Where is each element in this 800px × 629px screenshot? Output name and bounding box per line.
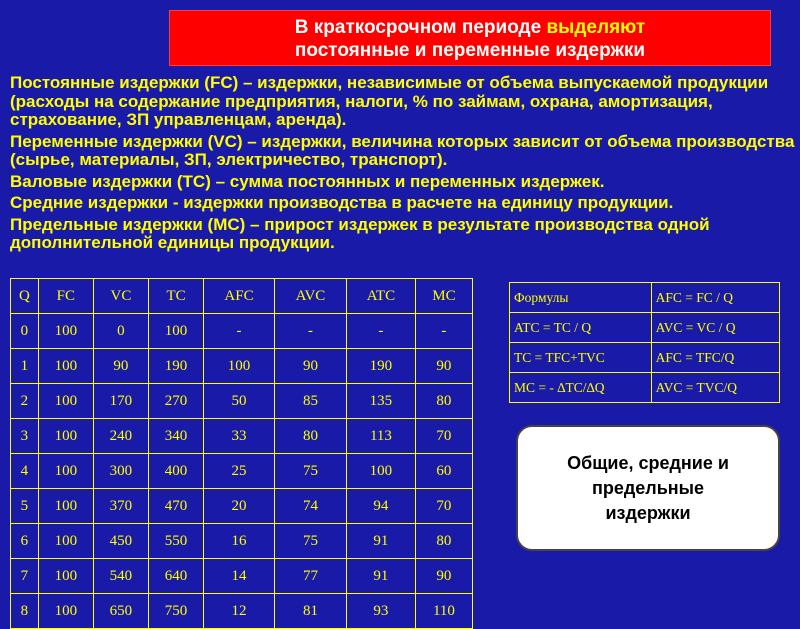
table-row: [11, 419, 473, 454]
table-cell: 77: [274, 559, 346, 594]
formula-cell: AVC = VC / Q: [651, 313, 779, 343]
table-cell: 6: [11, 524, 39, 559]
formula-row: [510, 343, 780, 373]
table-row: [11, 314, 473, 349]
header-atc: ATC: [347, 279, 416, 314]
formula-cell: TC = TFC+TVC: [510, 343, 652, 373]
formula-row: [510, 313, 780, 343]
table-cell: 8: [11, 594, 39, 629]
table-cell: 300: [93, 454, 148, 489]
table-cell: 100: [204, 349, 275, 384]
table-cell: 270: [148, 384, 203, 419]
table-cell: 60: [415, 454, 472, 489]
table-cell: 80: [415, 524, 472, 559]
formula-cell: AVC = TVC/Q: [651, 373, 779, 403]
definition-variable-costs: Переменные издержки (VC) – издержки, величина которых зависит от объема производства (сырье, материалы, ЗП, электричество, транспорт).: [10, 131, 795, 169]
formula-row: [510, 373, 780, 403]
table-cell: 20: [204, 489, 275, 524]
table-cell: 100: [148, 314, 203, 349]
table-cell: 90: [274, 349, 346, 384]
table-cell: 16: [204, 524, 275, 559]
table-row: [11, 349, 473, 384]
table-cell: 100: [38, 419, 93, 454]
title-banner: [169, 10, 771, 66]
table-cell: 100: [347, 454, 416, 489]
table-cell: 135: [347, 384, 416, 419]
formula-table: [509, 282, 780, 403]
table-cell: 90: [93, 349, 148, 384]
table-cell: -: [415, 314, 472, 349]
summary-box: [516, 425, 780, 551]
formula-cell: AFC = TFC/Q: [651, 343, 779, 373]
table-cell: 90: [415, 559, 472, 594]
table-cell: 50: [204, 384, 275, 419]
table-cell: -: [204, 314, 275, 349]
table-cell: -: [347, 314, 416, 349]
formula-row: [510, 283, 780, 313]
table-cell: 2: [11, 384, 39, 419]
table-row: [11, 384, 473, 419]
cost-table: [10, 278, 473, 629]
table-cell: 0: [11, 314, 39, 349]
table-cell: 3: [11, 419, 39, 454]
table-cell: 75: [274, 524, 346, 559]
table-cell: 0: [93, 314, 148, 349]
table-cell: 91: [347, 524, 416, 559]
table-cell: 100: [38, 314, 93, 349]
table-cell: 113: [347, 419, 416, 454]
table-row: [11, 594, 473, 629]
table-cell: 70: [415, 419, 472, 454]
header-avc: AVC: [274, 279, 346, 314]
table-cell: 80: [415, 384, 472, 419]
table-cell: 4: [11, 454, 39, 489]
table-cell: 14: [204, 559, 275, 594]
table-cell: 370: [93, 489, 148, 524]
table-cell: 25: [204, 454, 275, 489]
definition-average-costs: Средние издержки - издержки производства в расчете на единицу продукции.: [10, 193, 674, 212]
formula-cell: MC = - ∆TC/∆Q: [510, 373, 652, 403]
table-cell: 650: [93, 594, 148, 629]
definition-fixed-costs: Постоянные издержки (FC) – издержки, независимые от объема выпускаемой продукции (расходы на содержание предприятия, налоги, % по займам, охрана, амортизация, страхование, ЗП управленцам, аренда).: [10, 73, 769, 129]
table-row: [11, 559, 473, 594]
table-cell: 91: [347, 559, 416, 594]
table-cell: 70: [415, 489, 472, 524]
table-cell: 640: [148, 559, 203, 594]
table-cell: 81: [274, 594, 346, 629]
header-q: Q: [11, 279, 39, 314]
table-cell: 33: [204, 419, 275, 454]
table-cell: 240: [93, 419, 148, 454]
formula-cell: Формулы: [510, 283, 652, 313]
definition-total-costs: Валовые издержки (ТС) – сумма постоянных и переменных издержек.: [10, 171, 605, 191]
table-cell: 470: [148, 489, 203, 524]
table-cell: 75: [274, 454, 346, 489]
table-cell: 540: [93, 559, 148, 594]
table-cell: 1: [11, 349, 39, 384]
formula-cell: AFC = FC / Q: [651, 283, 779, 313]
definition-marginal-costs: Предельные издержки (МС) – прирост издержек в результате производства одной дополнительной единицы продукции.: [10, 214, 710, 252]
table-cell: 100: [38, 349, 93, 384]
table-cell: 94: [347, 489, 416, 524]
table-cell: 340: [148, 419, 203, 454]
cost-table-header-row: [11, 279, 473, 314]
table-cell: 5: [11, 489, 39, 524]
table-cell: 400: [148, 454, 203, 489]
table-cell: 85: [274, 384, 346, 419]
table-cell: 190: [148, 349, 203, 384]
table-cell: 80: [274, 419, 346, 454]
formula-cell: ATC = TC / Q: [510, 313, 652, 343]
table-cell: 90: [415, 349, 472, 384]
cost-table-body: [11, 314, 473, 629]
summary-text: Общие, средние и предельные издержки: [567, 452, 729, 523]
table-cell: 100: [38, 524, 93, 559]
header-afc: AFC: [204, 279, 275, 314]
table-cell: 550: [148, 524, 203, 559]
table-cell: 93: [347, 594, 416, 629]
table-cell: 12: [204, 594, 275, 629]
table-cell: -: [274, 314, 346, 349]
table-cell: 100: [38, 384, 93, 419]
title-line-2: постоянные и переменные издержки: [294, 40, 646, 61]
table-row: [11, 524, 473, 559]
table-cell: 100: [38, 454, 93, 489]
definitions-list: [10, 74, 796, 256]
title-highlight: выделяют: [546, 17, 646, 38]
header-mc: MC: [415, 279, 472, 314]
table-cell: 170: [93, 384, 148, 419]
title-part1: В краткосрочном периоде: [294, 17, 547, 38]
table-cell: 750: [148, 594, 203, 629]
table-cell: 100: [38, 489, 93, 524]
table-row: [11, 489, 473, 524]
table-row: [11, 454, 473, 489]
table-cell: 100: [38, 594, 93, 629]
table-cell: 110: [415, 594, 472, 629]
table-cell: 190: [347, 349, 416, 384]
header-fc: FC: [38, 279, 93, 314]
formula-table-body: [510, 283, 780, 403]
title-line-1: [170, 16, 770, 39]
table-cell: 450: [93, 524, 148, 559]
table-cell: 7: [11, 559, 39, 594]
header-vc: VC: [93, 279, 148, 314]
header-tc: TC: [148, 279, 203, 314]
table-cell: 100: [38, 559, 93, 594]
table-cell: 74: [274, 489, 346, 524]
